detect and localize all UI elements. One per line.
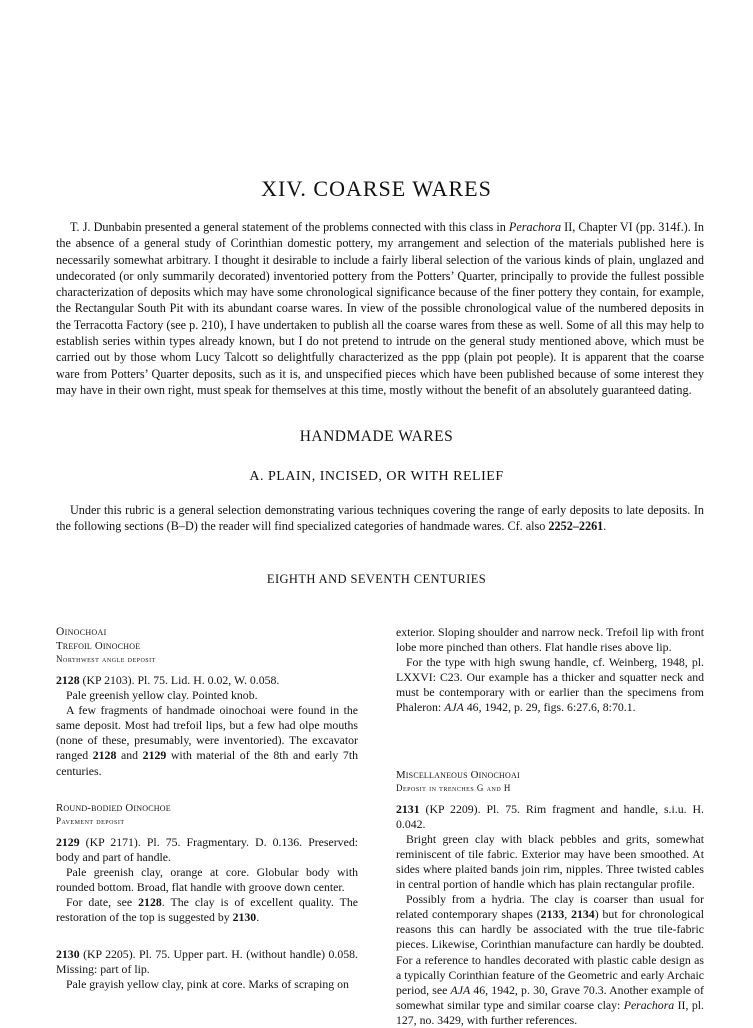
entry-note [56,703,358,778]
entry-number: 2129 [56,834,80,849]
intro-italic-perachora: Perachora [508,220,562,234]
subsection-title: A. PLAIN, INCISED, OR WITH RELIEF [249,469,504,484]
catalog-entry-2131 [396,802,704,832]
entry-text: (KP 2209). Pl. 75. Rim fragment and handle, s.i.u. H. 0.042. [396,801,704,831]
rubric-end: . [603,519,607,534]
entry-description: Pale grayish yellow clay, pink at core. Marks of scraping on [66,977,349,992]
deposit-heading: Deposit in trenches G and H [396,782,511,793]
note-text: . [256,910,260,925]
intro-text-2: II, Chapter VI (pp. 314f.). In the absence of a general study of Corinthian domestic pottery, my arrangement and selection of the materials published here is necessarily somewhat arbitrary. I thought it desirable to include a fairly liberal selection of the various kinds of plain, unglazed and undecorated (or only summarily decorated) inventoried pottery from the Potters’ Quarter, principally to provide the fullest possible characterization of deposits which may have some chronological significance because of the finer pottery they contain, for example, the Rectangular South Pit with its abundant coarse wares. In view of the possible chronological value of the numbered deposits in the Terracotta Factory (see p. 210), I have undertaken to publish all the coarse wares from these as well. Some of all this may help to establish series within types already known, but I do not pretend to intrude on the general study mentioned above, which must be carried out by those whom Lucy Talcott so delightfully characterized as the ppp (plain pot people). It is apparent that the coarse ware from Potters’ Quarter deposits, such as it is, and unspecified pieces which have been published because of some interest they may have in their own right, must speak for themselves at this time, mostly without the benefit of an absolutely guaranteed dating. [56,220,704,397]
section-title: HANDMADE WARES [299,428,454,445]
entry-continuation: exterior. Sloping shoulder and narrow neck. Trefoil lip with front lobe more pinched than others. Flat handle rises above lip. [396,625,704,655]
entry-description: Bright green clay with black pebbles and grits, somewhat reminiscent of tile fabric. Exterior may have been smoothed. At sides where plaited bands join rim, nipples. Three twisted cables in central portion of handle which has plain rectangular profile. [396,831,704,892]
note-text: II, pl. 127, no. 3429, with further references. [396,997,704,1027]
subtype-heading: Trefoil Oinochoe [56,640,141,652]
note-ref: 2129 [142,748,167,763]
right-column [396,625,704,1028]
note-text: . The clay is of excellent quality. The restoration of the top is suggested by [56,895,358,925]
note-italic: Perachora [623,997,675,1012]
note-text: For the type with high swung handle, cf. Weinberg, 1948, pl. LXXVI: C23. Our example has a thicker and squatter neck and must be contemporary with or earlier than the specimens from Phaleron: [396,655,704,715]
deposit-heading: Northwest angle deposit [56,654,156,664]
note-ref: 2128 [138,895,162,910]
catalog-entry-2128 [56,673,358,688]
entry-text: (KP 2103). Pl. 75. Lid. H. 0.02, W. 0.058. [79,673,280,687]
entry-note [56,895,358,925]
entry-text: (KP 2171). Pl. 75. Fragmentary. D. 0.136. Preserved: body and part of handle. [56,834,358,864]
note-text: A few fragments of handmade oinochoai were found in the same deposit. Most had trefoil lips, but a few had olpe mouths (none of these, presumably, were inventoried). The excavator ranged [56,703,358,763]
left-column [56,625,358,993]
note-ref: 2128 [92,748,117,763]
category-heading: Oinochoai [56,626,107,638]
entry-description: Pale greenish yellow clay. Pointed knob. [66,688,258,703]
note-italic: AJA [450,982,471,997]
entry-note [396,655,704,715]
entry-number: 2130 [56,947,80,962]
note-text: and [116,748,143,763]
intro-text-1: T. J. Dunbabin presented a general statement of the problems connected with this class in [70,220,509,234]
subtype-heading: Round-bodied Oinochoe [56,801,171,814]
note-ref: 2134 [571,907,595,922]
rubric-ref: 2252–2261 [548,519,604,534]
entry-number: 2128 [56,673,80,687]
note-text: 46, 1942, p. 30, Grave 70.3. Another example of somewhat similar type and similar coarse clay: [396,982,704,1012]
note-ref: 2130 [232,910,257,925]
rubric-text: Under this rubric is a general selection demonstrating various techniques covering the range of early deposits to late deposits. In the following sections (B–D) the reader will find specialized categories of handmade wares. Cf. also [56,503,704,534]
note-ref: 2133 [540,907,565,922]
entry-number: 2131 [396,801,420,816]
century-title: EIGHTH AND SEVENTH CENTURIES [266,572,487,586]
chapter-title: XIV. COARSE WARES [261,176,492,201]
note-text: For date, see [66,895,139,910]
note-text: ) but for chronological reasons this can hardly be associated with the true tile-fabric pieces. Likewise, Corinthian manufacture can hardly be doubted. For a reference to handles decorated with plastic cable design as a typically Corinthian feature of the Geometric and early Archaic period, see [396,907,705,997]
entry-text: (KP 2205). Pl. 75. Upper part. H. (without handle) 0.058. Missing: part of lip. [56,947,358,977]
note-text: , [564,907,572,922]
intro-paragraph [56,219,704,398]
subtype-heading: Miscellaneous Oinochoai [396,768,520,781]
entry-note [396,892,704,1028]
catalog-entry-2130 [56,947,358,977]
catalog-entry-2129 [56,835,358,865]
rubric-paragraph [56,502,704,535]
note-text: Possibly from a hydria. The clay is coarser than usual for related contemporary shapes ( [396,892,704,922]
note-text: with material of the 8th and early 7th centuries. [56,748,359,778]
note-italic: AJA [444,700,464,715]
entry-description: Pale greenish clay, orange at core. Globular body with rounded bottom. Broad, flat handle with groove down center. [56,864,358,894]
note-text: 46, 1942, p. 29, figs. 6:27.6, 8:70.1. [463,700,636,715]
deposit-heading: Pavement deposit [56,815,125,826]
